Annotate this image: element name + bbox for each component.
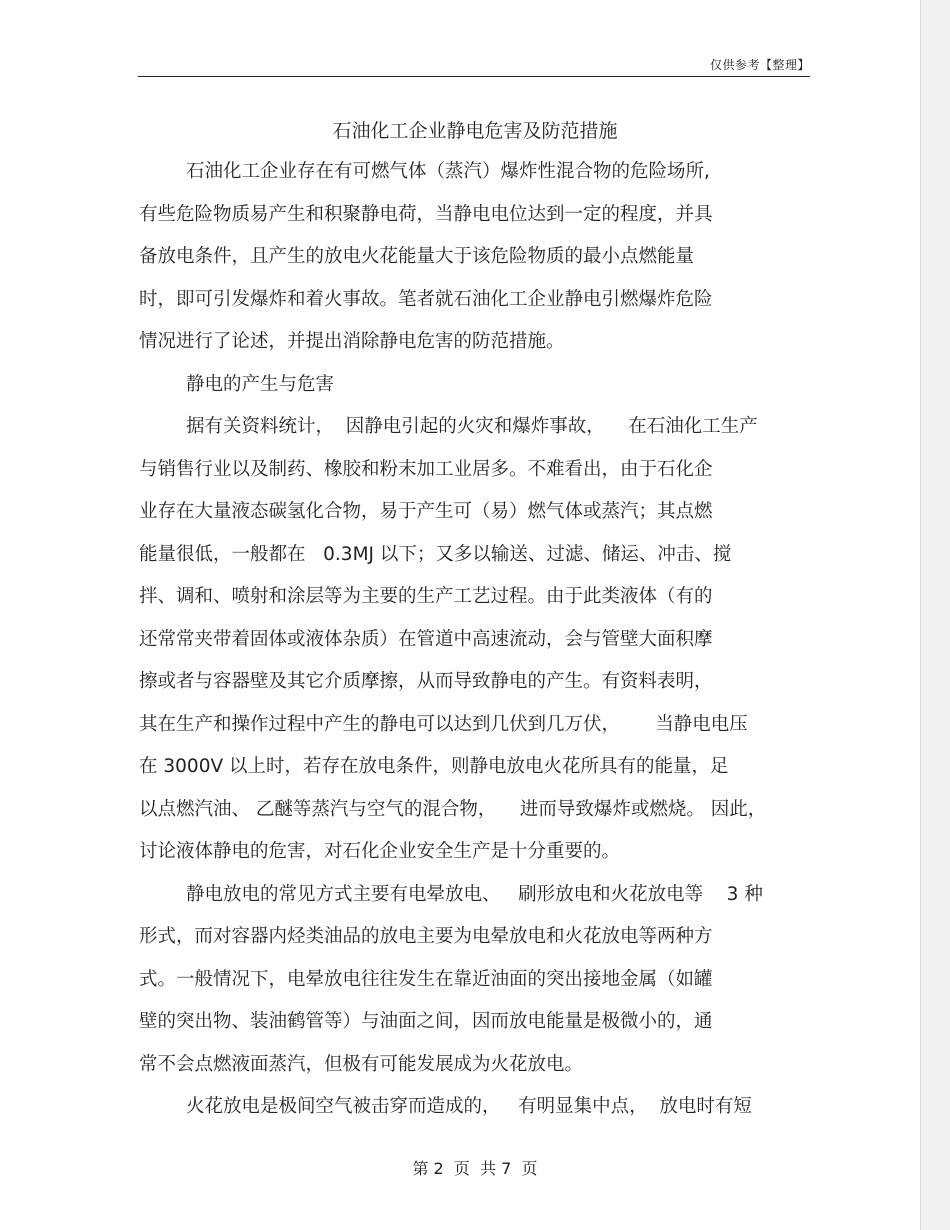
paragraph-line: 时，即可引发爆炸和着火事故。笔者就石油化工企业静电引燃爆炸危险 (139, 289, 713, 310)
paragraph-line: 壁的突出物、装油鹤管等）与油面之间，因而放电能量是极微小的，通 (139, 1011, 713, 1032)
paragraph-line: 其在生产和操作过程中产生的静电可以达到几伏到几万伏， 当静电电压 (139, 714, 748, 735)
paragraph-line: 情况进行了论述，并提出消除静电危害的防范措施。 (139, 331, 565, 352)
paragraph-line: 讨论液体静电的危害，对石化企业安全生产是十分重要的。 (139, 841, 621, 862)
paragraph-line: 式。一般情况下，电晕放电往往发生在靠近油面的突出接地金属（如罐 (139, 969, 713, 990)
paragraph-line: 还常常夹带着固体或液体杂质）在管道中高速流动，会与管壁大面积摩 (139, 629, 713, 650)
paragraph-line: 备放电条件，且产生的放电火花能量大于该危险物质的最小点燃能量 (139, 246, 695, 267)
paragraph-line: 擦或者与容器壁及其它介质摩擦，从而导致静电的产生。有资料表明， (139, 671, 713, 692)
paragraph-line: 以点燃汽油、 乙醚等蒸汽与空气的混合物， 进而导致爆炸或燃烧。 因此， (139, 799, 767, 820)
paragraph-line: 形式，而对容器内烃类油品的放电主要为电晕放电和火花放电等两种方 (139, 926, 713, 947)
section-heading: 静电的产生与危害 (186, 374, 335, 395)
paragraph-line: 火花放电是极间空气被击穿而造成的， 有明显集中点， 放电时有短 (186, 1096, 752, 1117)
paragraph-line: 有些危险物质易产生和积聚静电荷，当静电电位达到一定的程度，并具 (139, 204, 713, 225)
paragraph-line: 常不会点燃液面蒸汽，但极有可能发展成为火花放电。 (139, 1054, 584, 1075)
paragraph-line: 业存在大量液态碳氢化合物，易于产生可（易）燃气体或蒸汽；其点燃 (139, 501, 713, 522)
paragraph-line: 石油化工企业存在有可燃气体（蒸汽）爆炸性混合物的危险场所, (186, 161, 710, 182)
paragraph-line: 静电放电的常见方式主要有电晕放电、 刷形放电和火花放电等 3 种 (186, 884, 763, 905)
header-rule (138, 76, 810, 77)
header-note: 仅供参考【整理】 (709, 58, 810, 72)
paragraph-line: 据有关资料统计， 因静电引起的火灾和爆炸事故， 在石油化工生产 (186, 416, 758, 437)
paragraph-line: 拌、调和、喷射和涂层等为主要的生产工艺过程。由于此类液体（有的 (139, 586, 713, 607)
paragraph-line: 与销售行业以及制药、橡胶和粉末加工业居多。不难看出，由于石化企 (139, 459, 713, 480)
page-number: 第 2 页 共 7 页 (412, 1159, 538, 1178)
document-title: 石油化工企业静电危害及防范措施 (332, 120, 618, 142)
paragraph-line: 能量很低，一般都在 0.3MJ 以下；又多以输送、过滤、储运、冲击、搅 (139, 544, 732, 565)
paragraph-line: 在 3000V 以上时，若存在放电条件，则静电放电火花所具有的能量，足 (139, 756, 729, 777)
